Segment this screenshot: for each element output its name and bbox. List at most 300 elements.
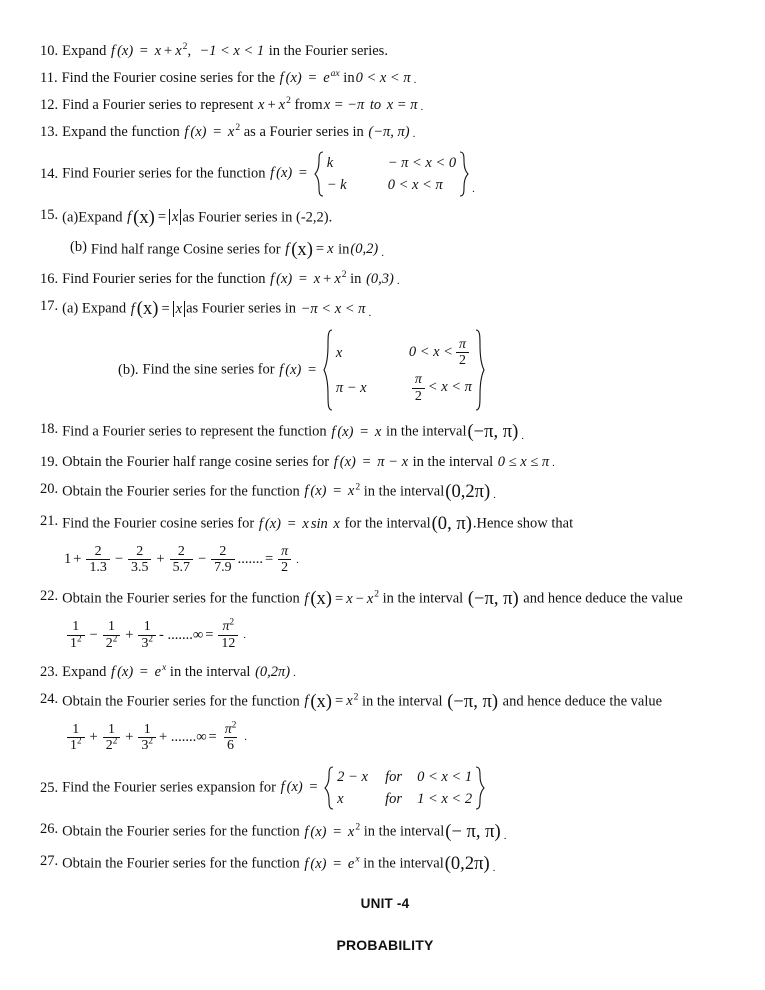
question-number: 25. — [40, 780, 59, 796]
fraction — [138, 722, 156, 753]
question-number: 16. — [40, 271, 59, 288]
function-argument: (x) — [136, 298, 159, 320]
interval-range: 0 < x < π — [355, 70, 411, 87]
part-label: (b). — [118, 362, 139, 379]
function-argument: (x) — [339, 453, 356, 470]
left-brace-icon — [314, 151, 324, 197]
question-mid-text: in the interval — [363, 483, 445, 500]
sign: + — [125, 626, 134, 643]
question-text: Obtain the Fourier half range cosine series for — [62, 453, 330, 470]
part-label: (a) — [62, 300, 79, 317]
question-item-15a — [40, 206, 730, 229]
piecewise-definition — [323, 329, 485, 411]
period: . — [503, 829, 507, 842]
denominator: 5.7 — [170, 559, 193, 575]
function-symbol: f — [270, 164, 275, 181]
equals-sign: = — [161, 300, 170, 317]
question-item-19 — [40, 453, 730, 471]
equals-sign: = — [335, 693, 344, 710]
numerator-base: π — [224, 721, 232, 737]
function-symbol: f — [304, 693, 309, 710]
numerator — [220, 616, 238, 635]
function-argument: (x) — [117, 663, 134, 680]
piecewise-rows — [334, 765, 475, 811]
exponent: 2 — [353, 691, 359, 703]
exponential-base: e — [323, 70, 330, 87]
function-argument: (x) — [276, 164, 293, 181]
question-text: Find half range Cosine series for — [90, 241, 281, 258]
numerator — [222, 719, 240, 737]
variable: x — [333, 515, 340, 532]
function-argument: (x) — [291, 238, 313, 260]
question-text: Find Fourier series for the function — [62, 271, 266, 288]
expression: x — [347, 483, 355, 500]
denominator: 6 — [224, 737, 237, 753]
question-number: 22. — [40, 588, 59, 605]
question-number: 11. — [40, 70, 58, 87]
question-number: 10. — [40, 43, 59, 59]
numerator-base: π — [222, 619, 230, 635]
period: . — [396, 274, 400, 287]
interval-range: −1 < x < 1 — [199, 43, 265, 59]
case-value: x — [335, 344, 343, 361]
case-condition: − π < x < 0 — [387, 154, 457, 171]
fraction — [103, 619, 121, 650]
question-body — [91, 238, 730, 261]
question-number: 21. — [40, 513, 59, 530]
expression-term-2: x — [175, 43, 182, 59]
equals-sign: = — [335, 590, 344, 607]
sign: + — [89, 728, 98, 745]
piecewise-row — [335, 335, 473, 370]
expression-term-2: x — [366, 590, 374, 607]
function-argument: (x) — [117, 43, 134, 59]
function-argument: (x) — [310, 588, 332, 610]
left-brace-icon — [324, 765, 334, 811]
function-symbol: f — [304, 855, 309, 872]
denominator — [138, 737, 156, 753]
denominator-base: 1 — [70, 737, 77, 753]
case-value: k — [326, 154, 334, 171]
fraction — [103, 722, 121, 753]
piecewise-definition — [324, 765, 485, 811]
denominator-base: 2 — [105, 635, 113, 651]
question-text: Find Fourier series for the function — [62, 164, 266, 181]
question-item-12 — [40, 96, 730, 114]
function-symbol: f — [130, 300, 135, 317]
expression-term-1: x — [313, 271, 321, 288]
equals-sign: = — [360, 424, 369, 440]
interval-range: (−π, π) — [368, 124, 410, 141]
ellipsis: ....... — [237, 551, 263, 568]
period: . — [243, 629, 247, 642]
upper-limit: x = π — [386, 97, 418, 114]
exponent: x — [162, 661, 167, 673]
preposition-from: from — [294, 97, 323, 114]
piecewise-rows — [324, 151, 459, 197]
question-number: 12. — [40, 97, 59, 114]
question-item-17a — [40, 297, 730, 320]
piecewise-row — [326, 174, 457, 196]
case-condition — [395, 372, 473, 403]
question-number: 26. — [40, 821, 59, 838]
expression-term-1: x — [346, 590, 353, 607]
case-condition — [395, 337, 473, 368]
denominator: 12 — [218, 635, 238, 651]
sign: + — [156, 551, 165, 568]
function-symbol: f — [279, 70, 284, 87]
plus-sign: + — [164, 43, 173, 59]
function-symbol: f — [304, 823, 309, 840]
plus-sign: + — [323, 271, 332, 288]
fraction — [67, 619, 85, 650]
equals-sign: = — [213, 124, 222, 141]
preposition: in — [343, 70, 355, 87]
fraction — [86, 544, 109, 575]
question-text: Obtain the Fourier series for the function — [62, 693, 300, 710]
interval-range: (−π, π) — [467, 421, 519, 443]
question-number: 20. — [40, 480, 59, 497]
preposition: in — [350, 271, 362, 288]
function-symbol: f — [333, 453, 338, 470]
function-argument: (x) — [276, 271, 293, 288]
case-value: 2 − x — [337, 768, 368, 785]
question-item-24 — [40, 690, 730, 713]
denominator: 2 — [456, 352, 469, 368]
period: . — [293, 666, 296, 679]
right-brace-icon — [475, 329, 485, 411]
question-item-17b — [40, 329, 730, 411]
question-text: Find the Fourier cosine series for the — [61, 70, 276, 87]
question-item-20 — [40, 480, 730, 503]
exponent: 2 — [355, 481, 361, 493]
fraction-result — [278, 544, 291, 575]
period: . — [296, 553, 299, 566]
function-symbol: f — [111, 663, 116, 680]
expression-term-2: x — [278, 97, 286, 114]
denominator — [67, 632, 85, 651]
question-item-11 — [40, 69, 730, 87]
interval-range: (0,2π) — [445, 480, 491, 502]
period: . — [492, 861, 496, 874]
question-body — [62, 820, 730, 843]
expression: x — [327, 241, 334, 258]
fraction-result — [218, 616, 238, 651]
expression: π − x — [377, 453, 409, 470]
question-text: Expand — [62, 663, 107, 680]
equals-sign: = — [139, 663, 148, 680]
equals-sign: = — [309, 779, 318, 796]
case-condition: 0 < x < π — [387, 176, 443, 193]
expression: x — [346, 693, 353, 710]
interval-range: (0,2π) — [255, 663, 291, 680]
function-symbol: f — [270, 271, 275, 288]
function-argument: (x) — [310, 690, 332, 712]
question-number: 13. — [40, 124, 59, 141]
period: . — [552, 457, 555, 470]
expression: x — [227, 124, 235, 141]
question-mid-text: in the interval — [385, 424, 467, 440]
question-item-21 — [40, 512, 730, 535]
question-text: Find the Fourier series expansion for — [62, 779, 276, 796]
fraction — [128, 544, 151, 575]
sign: + — [125, 728, 134, 745]
interval-range: (−π, π) — [447, 690, 499, 712]
function-symbol: f — [304, 483, 309, 500]
lower-limit: x = −π — [323, 97, 365, 114]
numerator: 1 — [143, 721, 151, 737]
question-text: Find a Fourier series to represent — [62, 97, 254, 114]
denominator-base: 2 — [105, 737, 113, 753]
exponent: 2 — [355, 821, 361, 833]
function-argument: (x) — [310, 823, 327, 840]
question-mid-text: as Fourier series in — [186, 300, 296, 317]
exponent: ax — [330, 68, 340, 80]
question-mid-text: in the interval — [412, 453, 494, 470]
equals-sign: = — [298, 271, 308, 288]
piecewise-row — [335, 370, 473, 405]
question-item-16 — [40, 270, 730, 288]
numerator: 1 — [108, 721, 115, 737]
sign: − — [197, 551, 207, 568]
expression-term-1: x — [258, 97, 265, 114]
question-text: Expand — [81, 300, 127, 317]
fraction — [456, 337, 469, 368]
question-body — [62, 453, 730, 471]
sign: − — [89, 626, 98, 643]
section-title: PROBABILITY — [336, 936, 434, 953]
interval-range: (0,3) — [366, 271, 394, 288]
fraction — [412, 372, 425, 403]
equals-sign: = — [287, 515, 296, 532]
numerator: 2 — [94, 544, 102, 560]
function-argument: (x) — [264, 515, 281, 532]
denominator-exponent: 2 — [76, 735, 82, 746]
exponent: 2 — [182, 41, 188, 53]
question-body — [62, 151, 730, 197]
denominator — [138, 632, 156, 651]
question-body — [62, 852, 730, 875]
expression-term-2: x — [334, 271, 341, 288]
question-list — [40, 42, 730, 953]
question-text: Find a Fourier series to represent the function — [62, 424, 327, 440]
fraction — [211, 544, 234, 575]
period: . — [244, 731, 248, 744]
case-value: π − x — [335, 379, 367, 396]
exponent: 2 — [374, 588, 380, 600]
question-mid-text: in the interval — [382, 590, 464, 607]
function-argument: (x) — [310, 855, 327, 872]
function-argument: (x) — [285, 361, 302, 378]
question-text: Find the sine series for — [142, 361, 275, 378]
numerator: 2 — [219, 544, 227, 560]
numerator: π — [414, 372, 422, 388]
exponent: x — [355, 854, 360, 866]
question-text: Find the Fourier cosine series for — [62, 515, 255, 532]
interval-range: 0 ≤ x ≤ π — [497, 453, 550, 470]
period: . — [381, 247, 384, 260]
case-keyword: for — [385, 768, 403, 785]
case-keyword: for — [385, 791, 403, 808]
ellipsis: + .......∞ — [159, 728, 207, 745]
question-body — [62, 420, 730, 443]
numerator: 2 — [136, 544, 144, 560]
question-text: Expand — [62, 43, 107, 59]
exponential-base: e — [154, 663, 162, 680]
numerator: 1 — [108, 619, 115, 635]
function-argument: (x) — [133, 206, 155, 228]
denominator: 1.3 — [86, 559, 109, 575]
right-brace-icon — [459, 151, 469, 197]
function-symbol: f — [285, 241, 290, 258]
function-symbol: f — [280, 779, 285, 796]
left-brace-icon — [323, 329, 333, 411]
equation-22-series — [40, 616, 730, 651]
expression-term-1: x — [154, 43, 162, 59]
denominator: 3.5 — [128, 559, 151, 575]
denominator: 2 — [278, 559, 291, 575]
period: . — [472, 183, 475, 195]
exponent: 2 — [235, 122, 241, 134]
denominator-exponent: 2 — [148, 735, 154, 746]
numerator: 1 — [72, 721, 80, 737]
absolute-value: x — [169, 209, 181, 225]
question-body — [62, 512, 730, 535]
question-tail: and hence deduce the value — [523, 590, 683, 607]
numerator: 1 — [143, 619, 151, 635]
case-value: − k — [326, 176, 347, 193]
series-lead: 1 — [64, 551, 72, 568]
interval-range: (− π, π) — [445, 821, 501, 843]
numerator-exponent: 2 — [229, 616, 235, 627]
case-condition: 0 < x < 1 — [417, 768, 473, 785]
interval-range: −π < x < π — [300, 300, 366, 317]
part-label: (b) — [70, 238, 87, 255]
interval-range: (0, π) — [431, 513, 472, 535]
question-item-18 — [40, 420, 730, 443]
question-mid-text: in the interval — [362, 693, 443, 710]
question-mid-text: in the interval — [363, 855, 444, 872]
denominator-exponent: 2 — [112, 735, 118, 746]
piecewise-row — [336, 788, 473, 810]
question-number: 14. — [40, 165, 59, 182]
denominator — [103, 632, 121, 651]
equals-sign: = — [308, 361, 317, 378]
interval-range: (−π, π) — [467, 588, 519, 610]
absolute-value: x — [173, 301, 185, 317]
equals-sign: = — [333, 483, 342, 500]
question-body — [62, 297, 730, 320]
denominator — [103, 737, 121, 753]
question-item-13 — [40, 123, 730, 141]
preposition: in — [338, 241, 350, 258]
question-mid-text: as Fourier series in (-2,2). — [182, 209, 333, 226]
period: . — [493, 489, 496, 502]
function-symbol: f — [184, 124, 189, 141]
plus-sign: + — [267, 97, 276, 114]
question-tail: .Hence show that — [472, 515, 574, 532]
numerator: π — [281, 544, 289, 560]
function-symbol: f — [127, 209, 132, 226]
fraction — [67, 722, 85, 753]
equals-sign: = — [333, 823, 342, 840]
question-item-23 — [40, 663, 730, 681]
question-item-26 — [40, 820, 730, 843]
case-condition: 1 < x < 2 — [417, 791, 473, 808]
question-number: 24. — [40, 690, 59, 707]
denominator: 2 — [412, 388, 425, 404]
equals-sign: = — [205, 626, 214, 643]
question-body — [62, 690, 730, 713]
numerator: π — [458, 337, 466, 353]
question-body — [62, 480, 730, 503]
condition-suffix: < x < π — [427, 379, 472, 396]
fraction — [170, 544, 193, 575]
period: . — [412, 127, 416, 140]
question-text: Obtain the Fourier series for the function — [62, 590, 300, 607]
equation-24-series — [40, 719, 730, 753]
numerator: 2 — [177, 544, 185, 560]
question-body — [62, 206, 730, 229]
expression: x — [374, 424, 382, 440]
function-argument: (x) — [286, 779, 303, 796]
right-brace-icon — [475, 765, 485, 811]
question-body — [62, 270, 730, 288]
interval-range: (0,2) — [350, 241, 379, 258]
numerator: 1 — [72, 619, 80, 635]
question-body — [62, 96, 730, 114]
question-number: 17. — [40, 298, 59, 315]
function-argument: (x) — [190, 124, 207, 141]
equals-sign: = — [298, 164, 308, 181]
comma: , — [187, 43, 192, 59]
sign: − — [114, 551, 124, 568]
equals-sign: = — [333, 855, 342, 872]
question-text: Expand the function — [62, 124, 180, 141]
question-item-10 — [40, 42, 730, 60]
question-item-25 — [40, 765, 730, 811]
question-body — [62, 123, 730, 141]
ellipsis: - .......∞ — [159, 626, 204, 643]
question-text: Obtain the Fourier series for the function — [62, 483, 300, 500]
numerator-exponent: 2 — [231, 719, 237, 730]
question-number: 23. — [40, 663, 59, 680]
question-item-22 — [40, 587, 730, 610]
question-mid-text: in the interval — [363, 823, 445, 840]
denominator: 7.9 — [211, 559, 234, 575]
period: . — [521, 429, 525, 442]
exponent: 2 — [341, 269, 347, 281]
question-text: Obtain the Fourier series for the function — [62, 855, 300, 872]
equation-21-series — [40, 544, 730, 575]
question-mid-text: as a Fourier series in — [243, 124, 364, 141]
question-item-15b — [40, 238, 730, 261]
question-text: Expand — [78, 209, 123, 226]
case-value: x — [337, 791, 344, 808]
equals-sign: = — [308, 70, 317, 87]
exponent: 2 — [286, 95, 291, 107]
question-number: 18. — [40, 421, 59, 438]
denominator-exponent: 2 — [76, 632, 82, 643]
trig-function: sin — [310, 515, 328, 532]
denominator-exponent: 2 — [148, 632, 154, 643]
expression: x — [347, 823, 355, 840]
equals-sign: = — [315, 241, 325, 258]
condition-prefix: 0 < x < — [408, 344, 453, 361]
piecewise-row — [336, 766, 473, 788]
function-argument: (x) — [310, 483, 327, 500]
sign: + — [73, 551, 82, 568]
